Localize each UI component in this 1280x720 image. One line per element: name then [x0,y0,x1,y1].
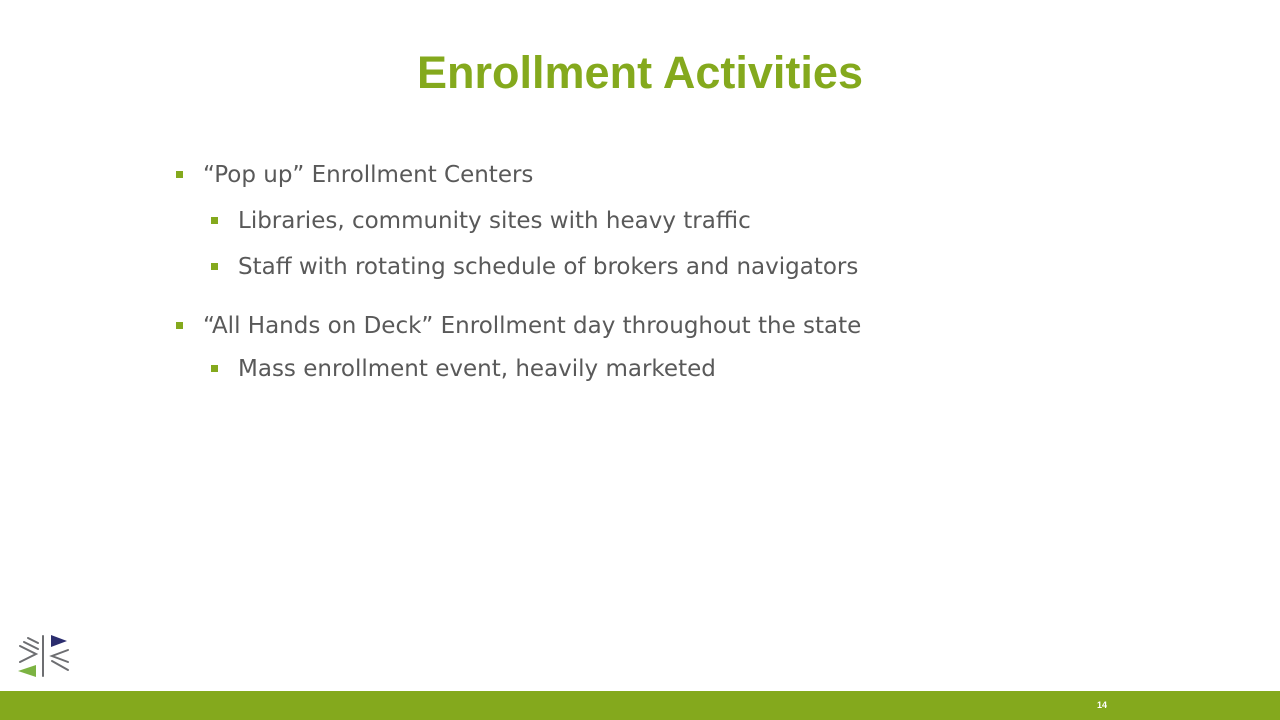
page-number: 14 [1096,700,1107,710]
bullet-text: “Pop up” Enrollment Centers [203,162,534,188]
sub-bullet-text: Staff with rotating schedule of brokers and navigators [238,254,859,280]
square-bullet-icon [176,322,183,329]
sub-bullet-text: Mass enrollment event, heavily marketed [238,356,716,382]
slide-title: Enrollment Activities [417,47,863,98]
square-bullet-icon [211,365,218,372]
footer-bar [0,691,1280,720]
sub-bullet-text: Libraries, community sites with heavy traffic [238,208,751,234]
square-bullet-icon [176,171,183,178]
logo-navy-triangle [51,635,67,647]
arrows-logo-icon [14,632,74,680]
bullet-text: “All Hands on Deck” Enrollment day throughout the state [203,313,862,339]
square-bullet-icon [211,217,218,224]
square-bullet-icon [211,263,218,270]
logo-green-triangle [18,665,36,677]
